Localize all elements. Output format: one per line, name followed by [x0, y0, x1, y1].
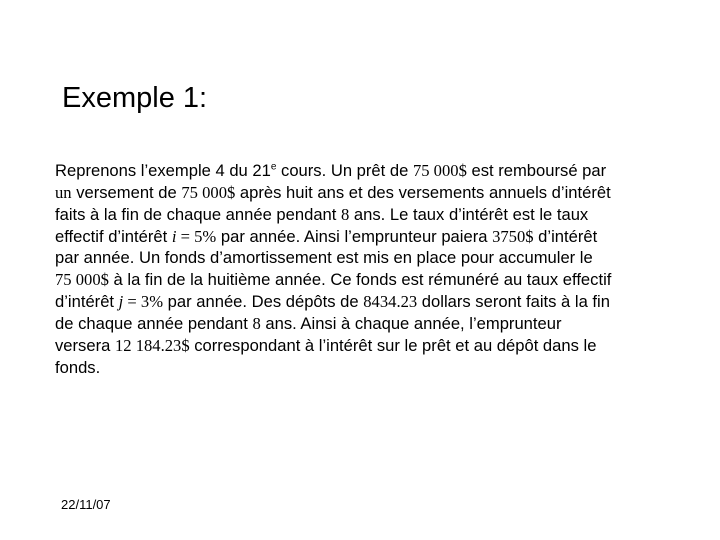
body-line-2 — [55, 182, 680, 204]
slide-title: Exemple 1: — [62, 82, 208, 114]
body-line-1 — [55, 160, 680, 182]
body-text: ans. Le taux d’intérêt est le taux — [349, 204, 589, 224]
body-text: cours. Un prêt de — [276, 161, 413, 180]
body-line-9 — [55, 335, 680, 357]
amount-value: 75 000$ — [181, 182, 236, 202]
variable-j: j — [118, 292, 124, 312]
body-text: Reprenons l’exemple 4 du 21 — [55, 161, 271, 180]
body-line-10 — [55, 357, 680, 379]
amount-value: 3750$ — [492, 226, 534, 246]
amount-value: 12 184.23$ — [114, 335, 190, 355]
rate-value: = 5% — [176, 226, 217, 246]
amount-value: 75 000$ — [412, 161, 467, 180]
amount-value: 75 000$ — [55, 270, 109, 290]
rate-value: = 3% — [123, 292, 164, 312]
body-line-8 — [55, 313, 680, 335]
amount-value: 8434.23 — [363, 292, 418, 312]
body-text: est remboursé par — [466, 161, 607, 180]
body-text: dollars seront faits à la fin — [417, 292, 610, 312]
math-text: un — [55, 182, 72, 202]
body-text: fonds. — [55, 357, 101, 377]
body-line-4 — [55, 226, 680, 248]
body-text: d’intérêt — [533, 226, 598, 246]
slide-body-text — [55, 160, 680, 378]
body-text: par année. Un fonds d’amortissement est mis en place pour accumuler le — [55, 248, 593, 268]
body-text: correspondant à l’intérêt sur le prêt et au dépôt dans le — [189, 335, 597, 355]
variable-i: i — [171, 226, 177, 246]
body-line-5 — [55, 247, 680, 269]
body-text: effectif d’intérêt — [55, 226, 172, 246]
number-value: 8 — [252, 313, 261, 333]
body-text: par année. Des dépôts de — [163, 292, 364, 312]
body-text: ans. Ainsi à chaque année, l’emprunteur — [260, 313, 562, 333]
body-line-6 — [55, 269, 680, 291]
footer-date: 22/11/07 — [61, 497, 111, 512]
body-text: de chaque année pendant — [55, 313, 253, 333]
body-text: d’intérêt — [55, 292, 119, 312]
body-text: versement de — [71, 182, 182, 202]
body-line-7 — [55, 291, 680, 313]
body-text: faits à la fin de chaque année pendant — [55, 204, 342, 224]
body-text: après huit ans et des versements annuels d’intérêt — [235, 182, 611, 202]
body-text: par année. Ainsi l’emprunteur paiera — [216, 226, 493, 246]
body-text: à la fin de la huitième année. Ce fonds est rémunéré au taux effectif — [108, 270, 612, 290]
ordinal-superscript: e — [270, 161, 277, 173]
body-line-3 — [55, 204, 680, 226]
number-value: 8 — [341, 204, 350, 224]
body-text: versera — [55, 335, 115, 355]
